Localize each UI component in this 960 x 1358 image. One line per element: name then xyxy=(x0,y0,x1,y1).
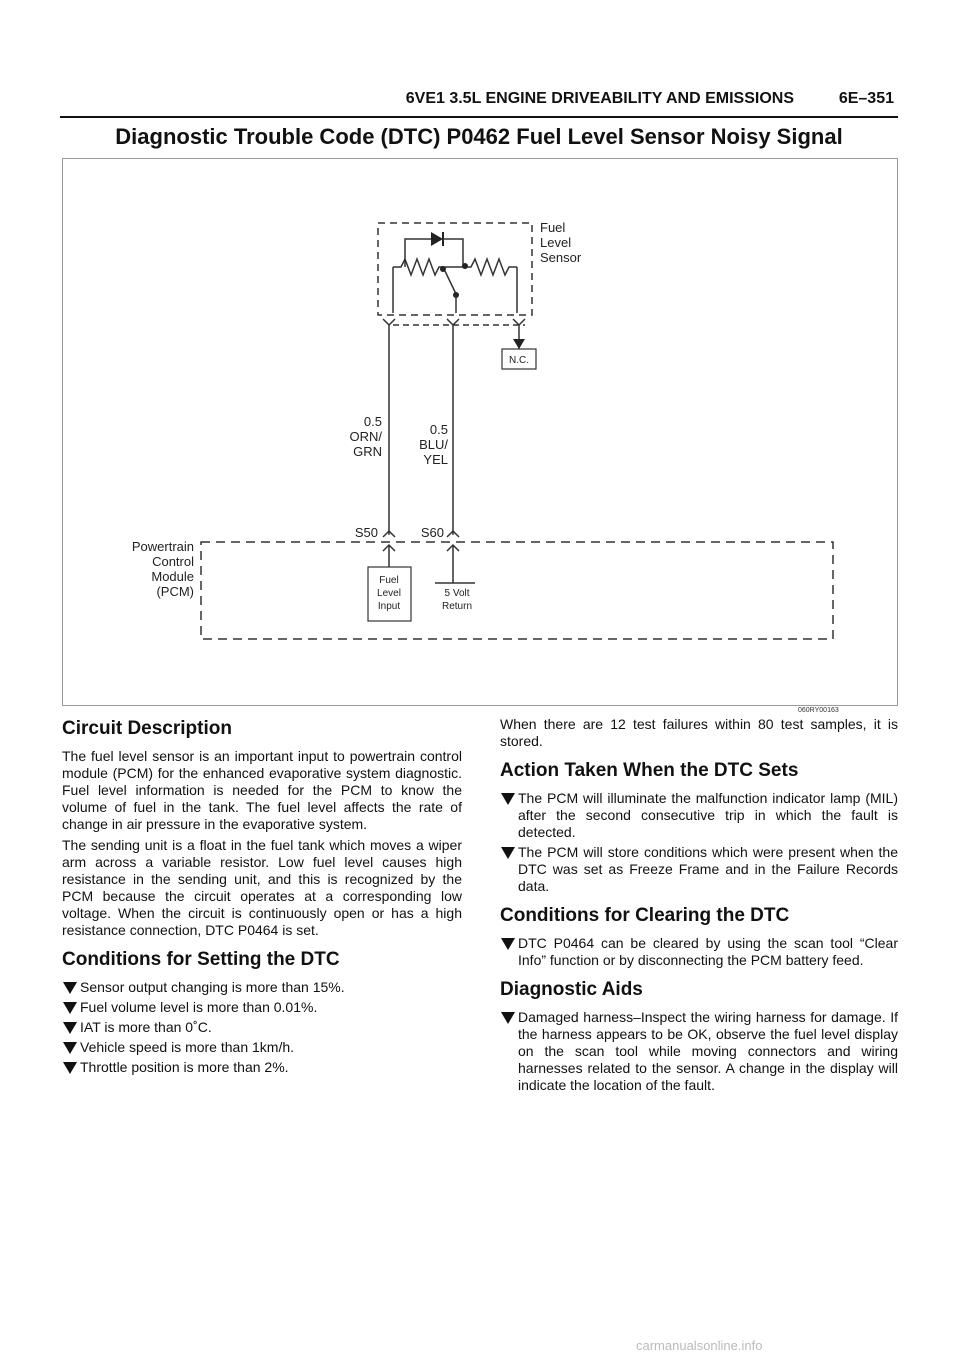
list-item: Throttle position is more than 2%. xyxy=(62,1059,462,1076)
wire2-gauge: 0.5 xyxy=(429,422,448,437)
circuit-paragraph-2: The sending unit is a float in the fuel tank which moves a wiper arm across a variable resistor. Low fuel level causes high resistance in the sending unit, and this is recognized by the PCM because the circuit operates at a corresponding low voltage. When the circuit is continuously open or has a high resistance connection, DTC P0464 is set. xyxy=(62,837,462,938)
pcm-label-1: Powertrain xyxy=(131,539,194,554)
wire2-color-b: YEL xyxy=(423,452,448,467)
section-title: 6VE1 3.5L ENGINE DRIVEABILITY AND EMISSIONS xyxy=(405,90,794,107)
pcm-label-4: (PCM) xyxy=(156,584,194,599)
pcm-label-3: Module xyxy=(151,569,194,584)
storage-intro: When there are 12 test failures within 80 test samples, it is stored. xyxy=(500,716,898,749)
wiring-diagram xyxy=(62,158,898,706)
pcm-label-2: Control xyxy=(152,554,194,569)
list-item: IAT is more than 0˚C. xyxy=(62,1019,462,1036)
clearing-conditions-heading: Conditions for Clearing the DTC xyxy=(500,905,790,926)
diagnostic-aids-list xyxy=(500,1009,898,1094)
page-title: Diagnostic Trouble Code (DTC) P0462 Fuel Level Sensor Noisy Signal xyxy=(115,124,843,149)
resistor-right xyxy=(463,259,517,275)
wiring-diagram-svg xyxy=(63,159,897,705)
return-label-2: Return xyxy=(441,601,473,612)
wire1-color-b: GRN xyxy=(353,444,382,459)
wire1-color-a: ORN/ xyxy=(349,429,382,444)
sensor-dashed-box xyxy=(378,223,532,315)
watermark: carmanualsonline.info xyxy=(636,1338,763,1353)
pin1-label: S50 xyxy=(354,525,378,540)
action-taken-heading: Action Taken When the DTC Sets xyxy=(500,760,799,781)
sensor-label-3: Sensor xyxy=(540,250,582,265)
list-item: Fuel volume level is more than 0.01%. xyxy=(62,999,462,1016)
resistor-left xyxy=(393,259,443,275)
pin2-label: S60 xyxy=(420,525,444,540)
sensor-label-1: Fuel xyxy=(540,220,566,235)
left-column xyxy=(62,716,462,1082)
clearing-conditions-list xyxy=(500,935,898,969)
diode-symbol xyxy=(431,232,443,246)
wire1-gauge: 0.5 xyxy=(363,414,382,429)
list-item: Sensor output changing is more than 15%. xyxy=(62,979,462,996)
page-number: 6E–351 xyxy=(838,90,894,107)
setting-conditions-list xyxy=(62,979,462,1076)
right-column xyxy=(500,716,898,1100)
nc-label: N.C. xyxy=(509,355,529,366)
list-item: Vehicle speed is more than 1km/h. xyxy=(62,1039,462,1056)
circuit-description-heading: Circuit Description xyxy=(62,718,232,739)
setting-conditions-heading: Conditions for Setting the DTC xyxy=(62,949,340,970)
figure-id: 060RY00163 xyxy=(798,707,839,714)
page-header xyxy=(60,86,898,118)
sensor-label-2: Level xyxy=(540,235,572,250)
wire2-color-a: BLU/ xyxy=(419,437,448,452)
list-item: Damaged harness–Inspect the wiring harness for damage. If the harness appears to be OK, observe the fuel level display on the scan tool while moving connectors and wiring harnesses related to the sensor. A change in the display will indicate the location of the fault. xyxy=(500,1009,898,1094)
list-item: The PCM will illuminate the malfunction indicator lamp (MIL) after the second consecutive trip in which the fault is detected. xyxy=(500,790,898,841)
list-item: The PCM will store conditions which were present when the DTC was set as Freeze Frame and in the Failure Records data. xyxy=(500,844,898,895)
list-item: DTC P0464 can be cleared by using the scan tool “Clear Info” function or by disconnecting the PCM battery feed. xyxy=(500,935,898,969)
diagnostic-aids-heading: Diagnostic Aids xyxy=(500,979,643,1000)
return-label-1: 5 Volt xyxy=(444,588,470,599)
circuit-paragraph-1: The fuel level sensor is an important input to powertrain control module (PCM) for the enhanced evaporative system diagnostic. Fuel level information is needed for the PCM to know the volume of fuel in the tank. The fuel level affects the rate of change in air pressure in the evaporative system. xyxy=(62,748,462,832)
pcm-dashed-box xyxy=(201,542,833,639)
action-taken-list xyxy=(500,790,898,895)
input-label-1: Fuel xyxy=(379,575,399,586)
input-label-3: Input xyxy=(377,601,401,612)
input-label-2: Level xyxy=(377,588,401,599)
